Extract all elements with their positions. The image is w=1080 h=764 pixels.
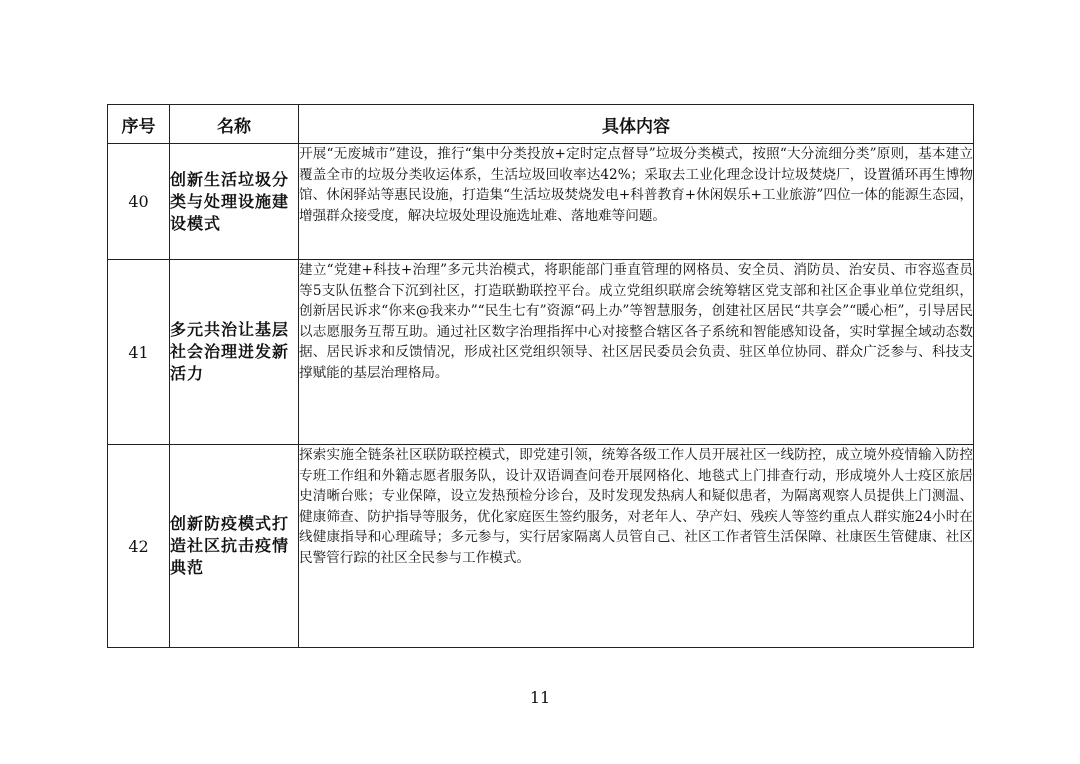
row-content: 建立“党建+科技+治理”多元共治模式，将职能部门垂直管理的网格员、安全员、消防员、治安员、市容巡查员等5支队伍整合下沉到社区，打造联勤联控平台。成立党组织联席会统筹辖区党支部和社区企事业单位党组织，创新居民诉求“你来@我来办”“民生七有”资源“码上办”等智慧服务，创建社区居民“共享会”“暖心柜”，引导居民以志愿服务互帮互助。通过社区数字治理指挥中心对接整合辖区各子系统和智能感知设备，实时掌握全域动态数据、居民诉求和反馈情况，形成社区党组织领导、社区居民委员会负责、驻区单位协同、群众广泛参与、科技支撑赋能的基层治理格局。	[299, 260, 974, 445]
row-number: 40	[108, 144, 170, 260]
row-number: 41	[108, 260, 170, 445]
table-row	[108, 445, 974, 648]
row-name: 创新防疫模式打造社区抗击疫情典范	[170, 445, 299, 648]
measures-table	[107, 104, 974, 648]
header-no: 序号	[108, 105, 170, 144]
header-name: 名称	[170, 105, 299, 144]
row-name: 创新生活垃圾分类与处理设施建设模式	[170, 144, 299, 260]
page-number: 11	[529, 688, 551, 707]
table-header-row	[108, 105, 974, 144]
row-number: 42	[108, 445, 170, 648]
row-content: 开展“无废城市”建设，推行“集中分类投放+定时定点督导”垃圾分类模式，按照“大分流细分类”原则，基本建立覆盖全市的垃圾分类收运体系，生活垃圾回收率达42%；采取去工业化理念设计垃圾焚烧厂，设置循环再生博物馆、休闲驿站等惠民设施，打造集“生活垃圾焚烧发电+科普教育+休闲娱乐+工业旅游”四位一体的能源生态园，增强群众接受度，解决垃圾处理设施选址难、落地难等问题。	[299, 144, 974, 260]
table-row	[108, 260, 974, 445]
row-name: 多元共治让基层社会治理迸发新活力	[170, 260, 299, 445]
header-content: 具体内容	[299, 105, 974, 144]
row-content: 探索实施全链条社区联防联控模式，即党建引领，统筹各级工作人员开展社区一线防控，成立境外疫情输入防控专班工作组和外籍志愿者服务队，设计双语调查问卷开展网格化、地毯式上门排查行动，形成境外人士疫区旅居史清晰台账；专业保障，设立发热预检分诊台，及时发现发热病人和疑似患者，为隔离观察人员提供上门测温、健康筛查、防护指导等服务，优化家庭医生签约服务，对老年人、孕产妇、残疾人等签约重点人群实施24小时在线健康指导和心理疏导；多元参与，实行居家隔离人员管自己、社区工作者管生活保障、社康医生管健康、社区民警管行踪的社区全民参与工作模式。	[299, 445, 974, 648]
table-row	[108, 144, 974, 260]
